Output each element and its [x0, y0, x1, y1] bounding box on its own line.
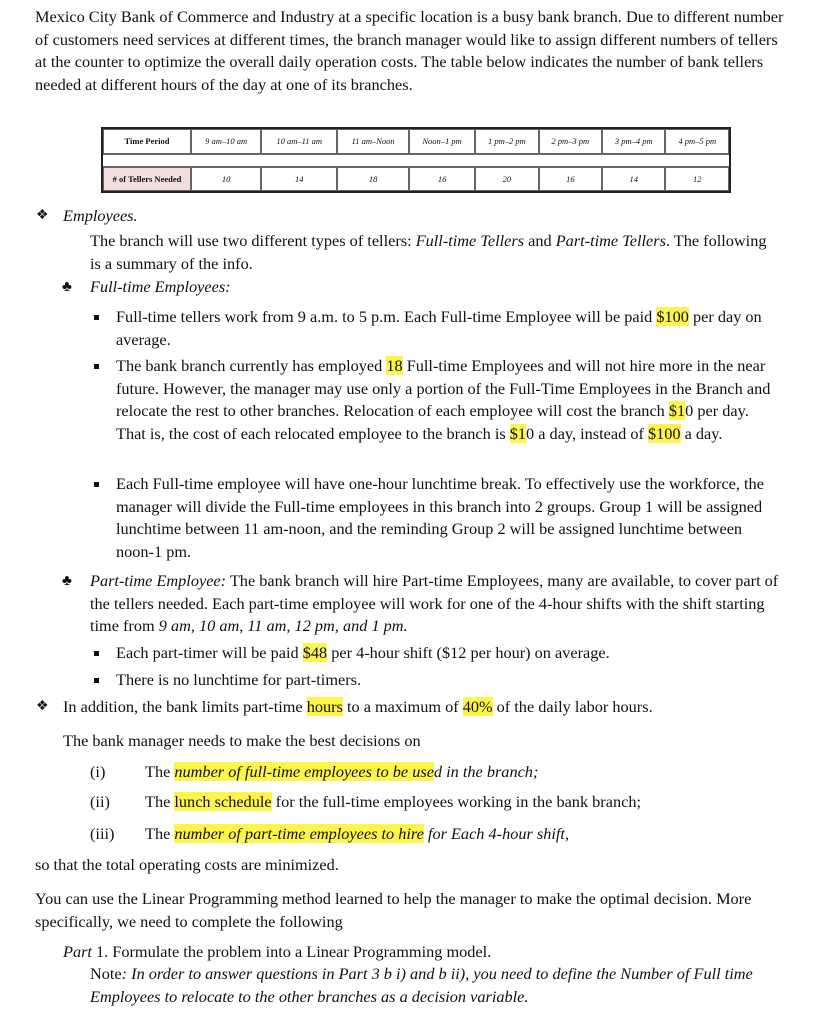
- club-bullet-icon: ♣: [62, 279, 72, 295]
- time-period-label: Time Period: [103, 129, 191, 154]
- part-time-item-1: Each part-timer will be paid $48 per 4-hour shift ($12 per hour) on average.: [116, 643, 610, 662]
- square-bullet-icon: [94, 651, 99, 656]
- square-bullet-icon: [94, 364, 99, 369]
- full-time-item-1: Full-time tellers work from 9 a.m. to 5 p.m. Each Full-time Employee will be paid $100 per day on average.: [116, 307, 762, 349]
- period-cell: 10 am–11 am: [261, 129, 337, 154]
- period-cell: 2 pm–3 pm: [539, 129, 602, 154]
- full-time-item-3: Each Full-time employee will have one-hour lunchtime break. To effectively use the workforce, the manager will divide the Full-time employees in this branch into 2 groups. Group 1 will be assigned lunchtime between 11 am-noon, and the reminding Group 2 will be assigned lunchtime between noon-1 pm.: [116, 474, 764, 561]
- period-cell: Noon–1 pm: [409, 129, 475, 154]
- period-cell: 4 pm–5 pm: [665, 129, 729, 154]
- tellers-cell: 18: [337, 167, 409, 192]
- full-time-heading: Full-time Employees:: [90, 277, 231, 296]
- full-time-item-2: The bank branch currently has employed 18 Full-time Employees and will not hire more in the near future. However, the manager may use only a portion of the Full-Time Employees in the Branch and relocate the rest to other branches. Relocation of each employee will cost the branch $10 per day. That is, the cost of each relocated employee to the branch is $10 a day, instead of $100 a day.: [116, 356, 771, 443]
- tellers-cell: 14: [602, 167, 665, 192]
- tellers-cell: 14: [261, 167, 337, 192]
- tellers-cell: 12: [665, 167, 729, 192]
- decisions-intro: The bank manager needs to make the best decisions on: [63, 731, 421, 750]
- part1-heading: Part 1. Formulate the problem into a Linear Programming model.: [63, 942, 492, 961]
- employees-summary: The branch will use two different types of tellers: Full-time Tellers and Part-time Tellers. The following is a summary of the info.: [90, 231, 767, 273]
- employees-heading: Employees.: [63, 206, 138, 225]
- period-cell: 9 am–10 am: [191, 129, 261, 154]
- time-period-row: [103, 129, 729, 154]
- decision-number: (i): [90, 762, 106, 781]
- period-cell: 11 am–Noon: [337, 129, 409, 154]
- part-time-paragraph: Part-time Employee: The bank branch will hire Part-time Employees, many are available, to cover part of the tellers needed. Each part-time employee will work for one of the 4-hour shifts with the shift starting time from 9 am, 10 am, 11 am, 12 pm, and 1 pm.: [90, 571, 779, 636]
- decision-number: (ii): [90, 792, 110, 811]
- decision-item-1: The number of full-time employees to be used in the branch;: [145, 762, 539, 781]
- period-cell: 1 pm–2 pm: [475, 129, 538, 154]
- tellers-cell: 16: [539, 167, 602, 192]
- tellers-cell: 20: [475, 167, 538, 192]
- part-time-limit: In addition, the bank limits part-time hours to a maximum of 40% of the daily labor hours.: [63, 697, 653, 716]
- part-time-item-2: There is no lunchtime for part-timers.: [116, 670, 362, 689]
- period-cell: 3 pm–4 pm: [602, 129, 665, 154]
- square-bullet-icon: [94, 482, 99, 487]
- diamond-bullet-icon: ❖: [36, 208, 49, 223]
- diamond-bullet-icon: ❖: [36, 699, 49, 714]
- decisions-conclusion: so that the total operating costs are minimized.: [35, 855, 339, 874]
- tellers-table: [101, 127, 731, 193]
- tellers-cell: 10: [191, 167, 261, 192]
- square-bullet-icon: [94, 315, 99, 320]
- lp-paragraph: You can use the Linear Programming method learned to help the manager to make the optimal decision. More specifically, we need to complete the following: [35, 889, 752, 931]
- decision-item-2: The lunch schedule for the full-time employees working in the bank branch;: [145, 792, 641, 811]
- tellers-cell: 16: [409, 167, 475, 192]
- square-bullet-icon: [94, 678, 99, 683]
- tellers-needed-row: [103, 167, 729, 192]
- decision-number: (iii): [90, 824, 115, 843]
- club-bullet-icon: ♣: [62, 573, 72, 589]
- part1-note: Note: In order to answer questions in Part 3 b i) and b ii), you need to define the Number of Full time Employees to relocate to the other branches as a decision variable.: [90, 964, 753, 1006]
- table-spacer-row: [103, 154, 729, 167]
- decision-item-3: The number of part-time employees to hire for Each 4-hour shift,: [145, 824, 570, 843]
- tellers-needed-label: # of Tellers Needed: [103, 167, 191, 192]
- intro-paragraph: Mexico City Bank of Commerce and Industry at a specific location is a busy bank branch. Due to different number of customers need services at different times, the branch manager would like to assign different numbers of tellers at the counter to optimize the overall daily operation costs. The table below indicates the number of bank tellers needed at different hours of the day at one of its branches.: [35, 7, 784, 94]
